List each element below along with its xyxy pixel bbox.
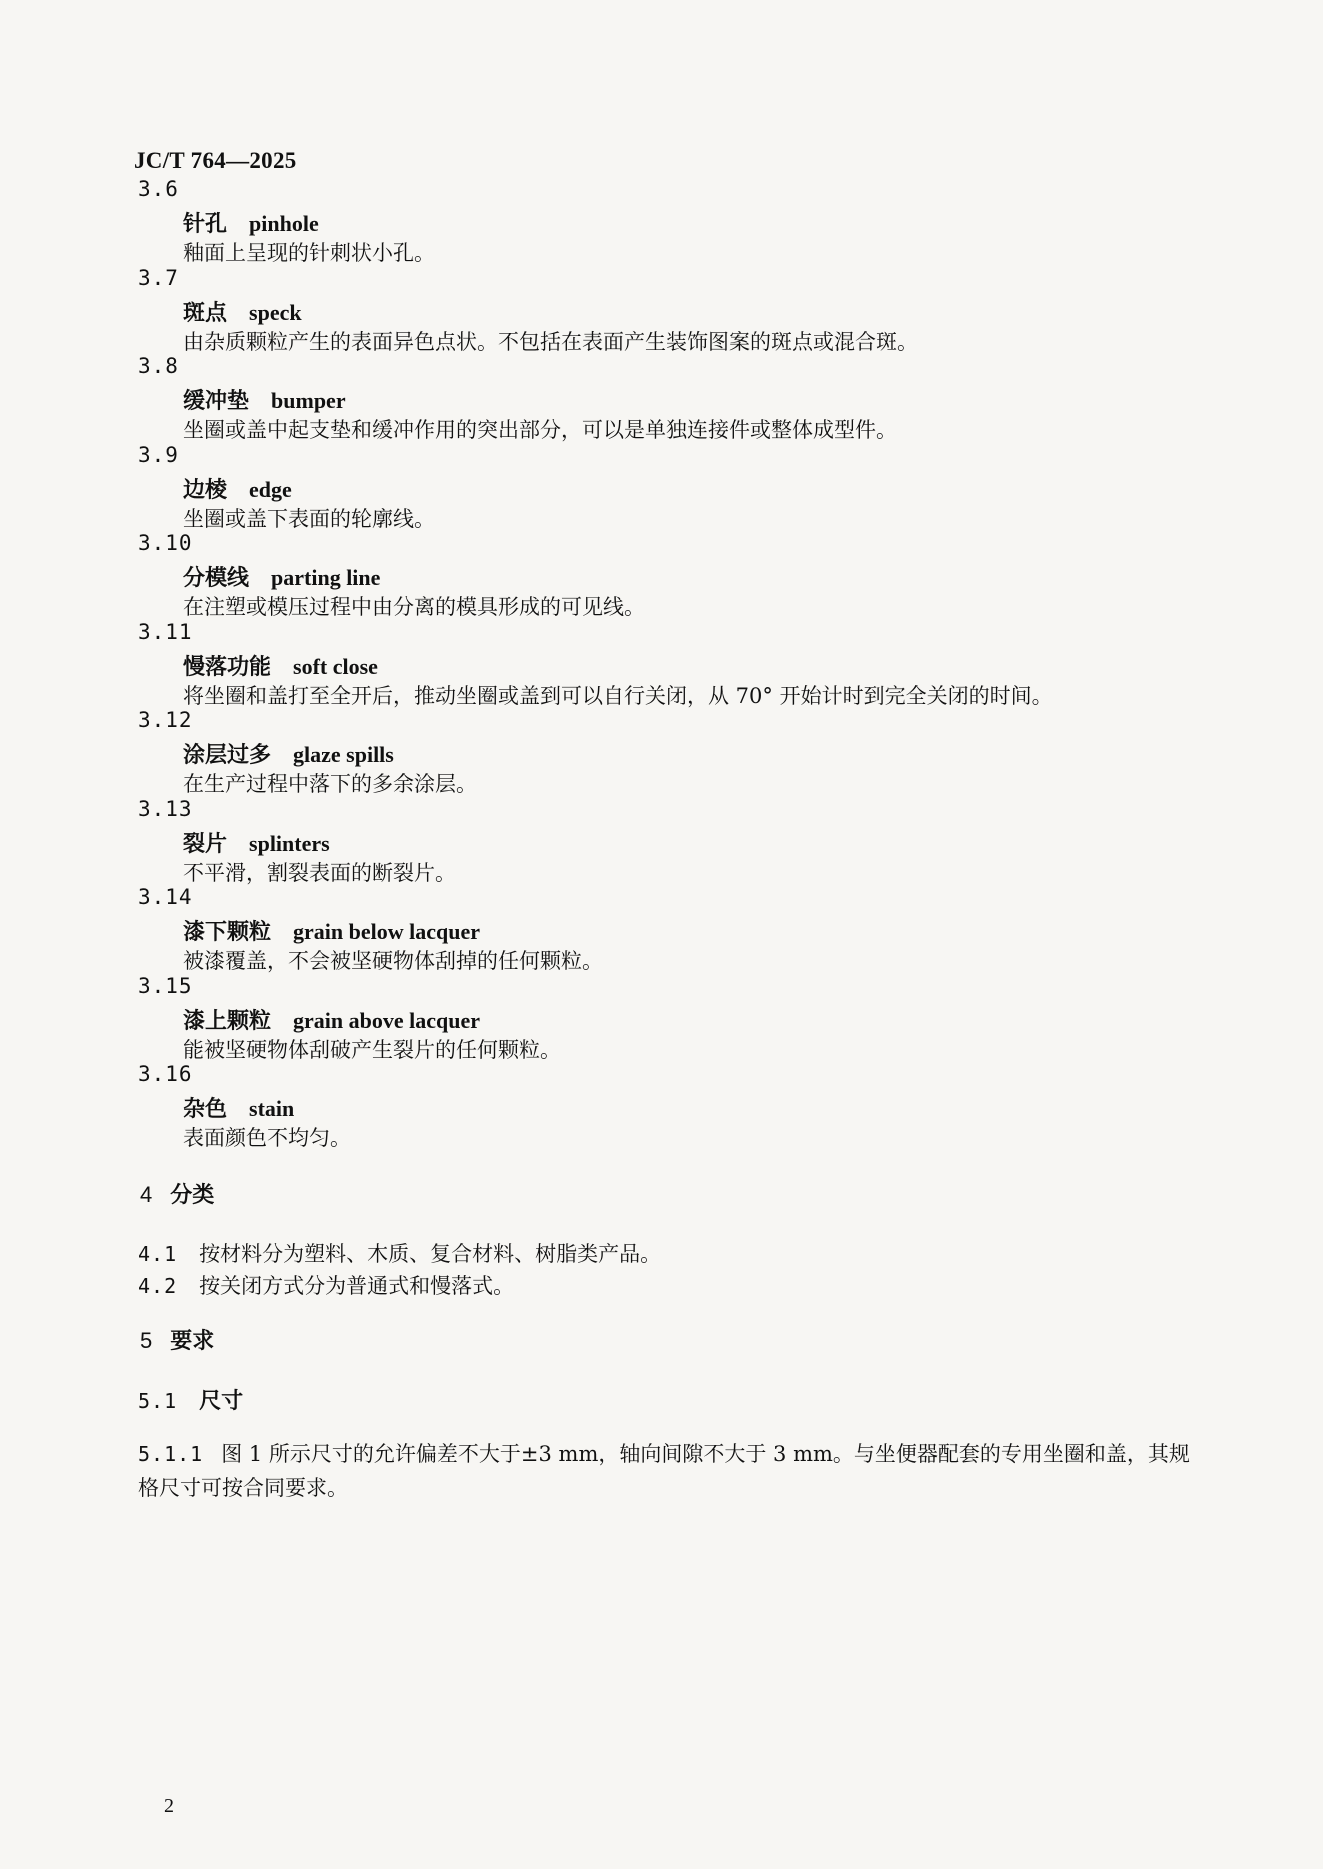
term-english: splinters [249,830,330,856]
term-english: edge [249,476,292,502]
section-heading-requirements [140,1324,214,1355]
term-definition: 不平滑，割裂表面的断裂片。 [183,860,456,885]
term-english: glaze spills [293,742,394,767]
term-number: 3.6 [138,177,179,201]
term-english: speck [249,299,302,325]
item-number: 4.1 [138,1242,178,1266]
term-chinese: 漆下颗粒 [183,919,272,945]
term-english: pinhole [249,211,319,236]
term-definition: 表面颜色不均匀。 [183,1126,351,1150]
term-title [183,384,346,415]
term-title [183,473,292,504]
item-text: 按关闭方式分为普通式和慢落式。 [199,1274,515,1298]
term-chinese: 慢落功能 [183,653,272,680]
paragraph-text: 图 1 所示尺寸的允许偏差不大于±3 mm，轴向间隙不大于 3 mm。与坐便器配套的专用坐圈和盖，其规格尺寸可按合同要求。 [138,1442,1190,1500]
term-number: 3.13 [138,796,193,821]
term-title [183,738,394,769]
paragraph-5-1-1 [138,1437,1198,1505]
term-number: 3.11 [138,619,193,644]
paragraph-number: 5.1.1 [138,1442,204,1466]
term-number: 3.16 [138,1062,193,1086]
term-definition: 在注塑或模压过程中由分离的模具形成的可见线。 [183,595,645,619]
term-number: 3.12 [138,708,193,732]
classification-item [138,1270,514,1300]
section-number: 4 [140,1182,153,1207]
term-title [183,650,378,681]
term-number: 3.7 [138,265,179,290]
page-number: 2 [164,1795,174,1817]
term-english: grain above lacquer [293,1007,481,1033]
term-chinese: 边棱 [183,476,228,503]
term-definition: 被漆覆盖，不会被坚硬物体刮掉的任何颗粒。 [183,949,603,973]
term-definition: 将坐圈和盖打至全开后，推动坐圈或盖到可以自行关闭，从 70° 开始计时到完全关闭的时间。 [183,683,1053,708]
subsection-heading-dimensions [138,1384,243,1415]
term-definition: 釉面上呈现的针刺状小孔。 [183,241,435,265]
term-definition: 由杂质颗粒产生的表面异色点状。不包括在表面产生装饰图案的斑点或混合斑。 [183,329,918,354]
term-title [183,296,302,327]
term-english: grain below lacquer [293,919,481,944]
term-definition: 在生产过程中落下的多余涂层。 [183,772,477,796]
term-chinese: 漆上颗粒 [183,1007,272,1034]
item-number: 4.2 [138,1274,178,1298]
term-title [183,827,330,858]
term-definition: 坐圈或盖中起支垫和缓冲作用的突出部分，可以是单独连接件或整体成型件。 [183,418,897,442]
term-chinese: 缓冲垫 [183,388,250,414]
term-english: soft close [293,653,378,679]
term-chinese: 杂色 [183,1096,228,1122]
term-title [183,207,319,238]
term-chinese: 斑点 [183,299,228,326]
term-title [183,561,380,592]
term-number: 3.15 [138,973,193,998]
term-number: 3.10 [138,531,193,555]
term-english: parting line [271,565,381,590]
section-number: 5 [140,1328,153,1353]
subsection-number: 5.1 [138,1389,178,1413]
term-chinese: 分模线 [183,565,250,591]
classification-item [138,1238,661,1268]
term-chinese: 裂片 [183,830,228,857]
term-chinese: 涂层过多 [183,742,272,768]
term-number: 3.8 [138,354,179,378]
term-english: bumper [271,388,346,413]
term-title [183,1092,294,1123]
item-text: 按材料分为塑料、木质、复合材料、树脂类产品。 [199,1242,662,1266]
term-definition: 坐圈或盖下表面的轮廓线。 [183,506,435,531]
term-definition: 能被坚硬物体刮破产生裂片的任何颗粒。 [183,1037,561,1062]
term-title [183,1004,480,1035]
term-number: 3.14 [138,885,193,909]
section-heading-classification [140,1178,214,1209]
subsection-title: 尺寸 [199,1388,244,1414]
term-chinese: 针孔 [183,211,228,237]
section-title: 要求 [170,1328,215,1354]
term-english: stain [249,1096,295,1121]
term-title [183,915,480,946]
document-header-id: JC/T 764—2025 [134,148,297,173]
term-number: 3.9 [138,442,179,467]
section-title: 分类 [170,1182,215,1208]
